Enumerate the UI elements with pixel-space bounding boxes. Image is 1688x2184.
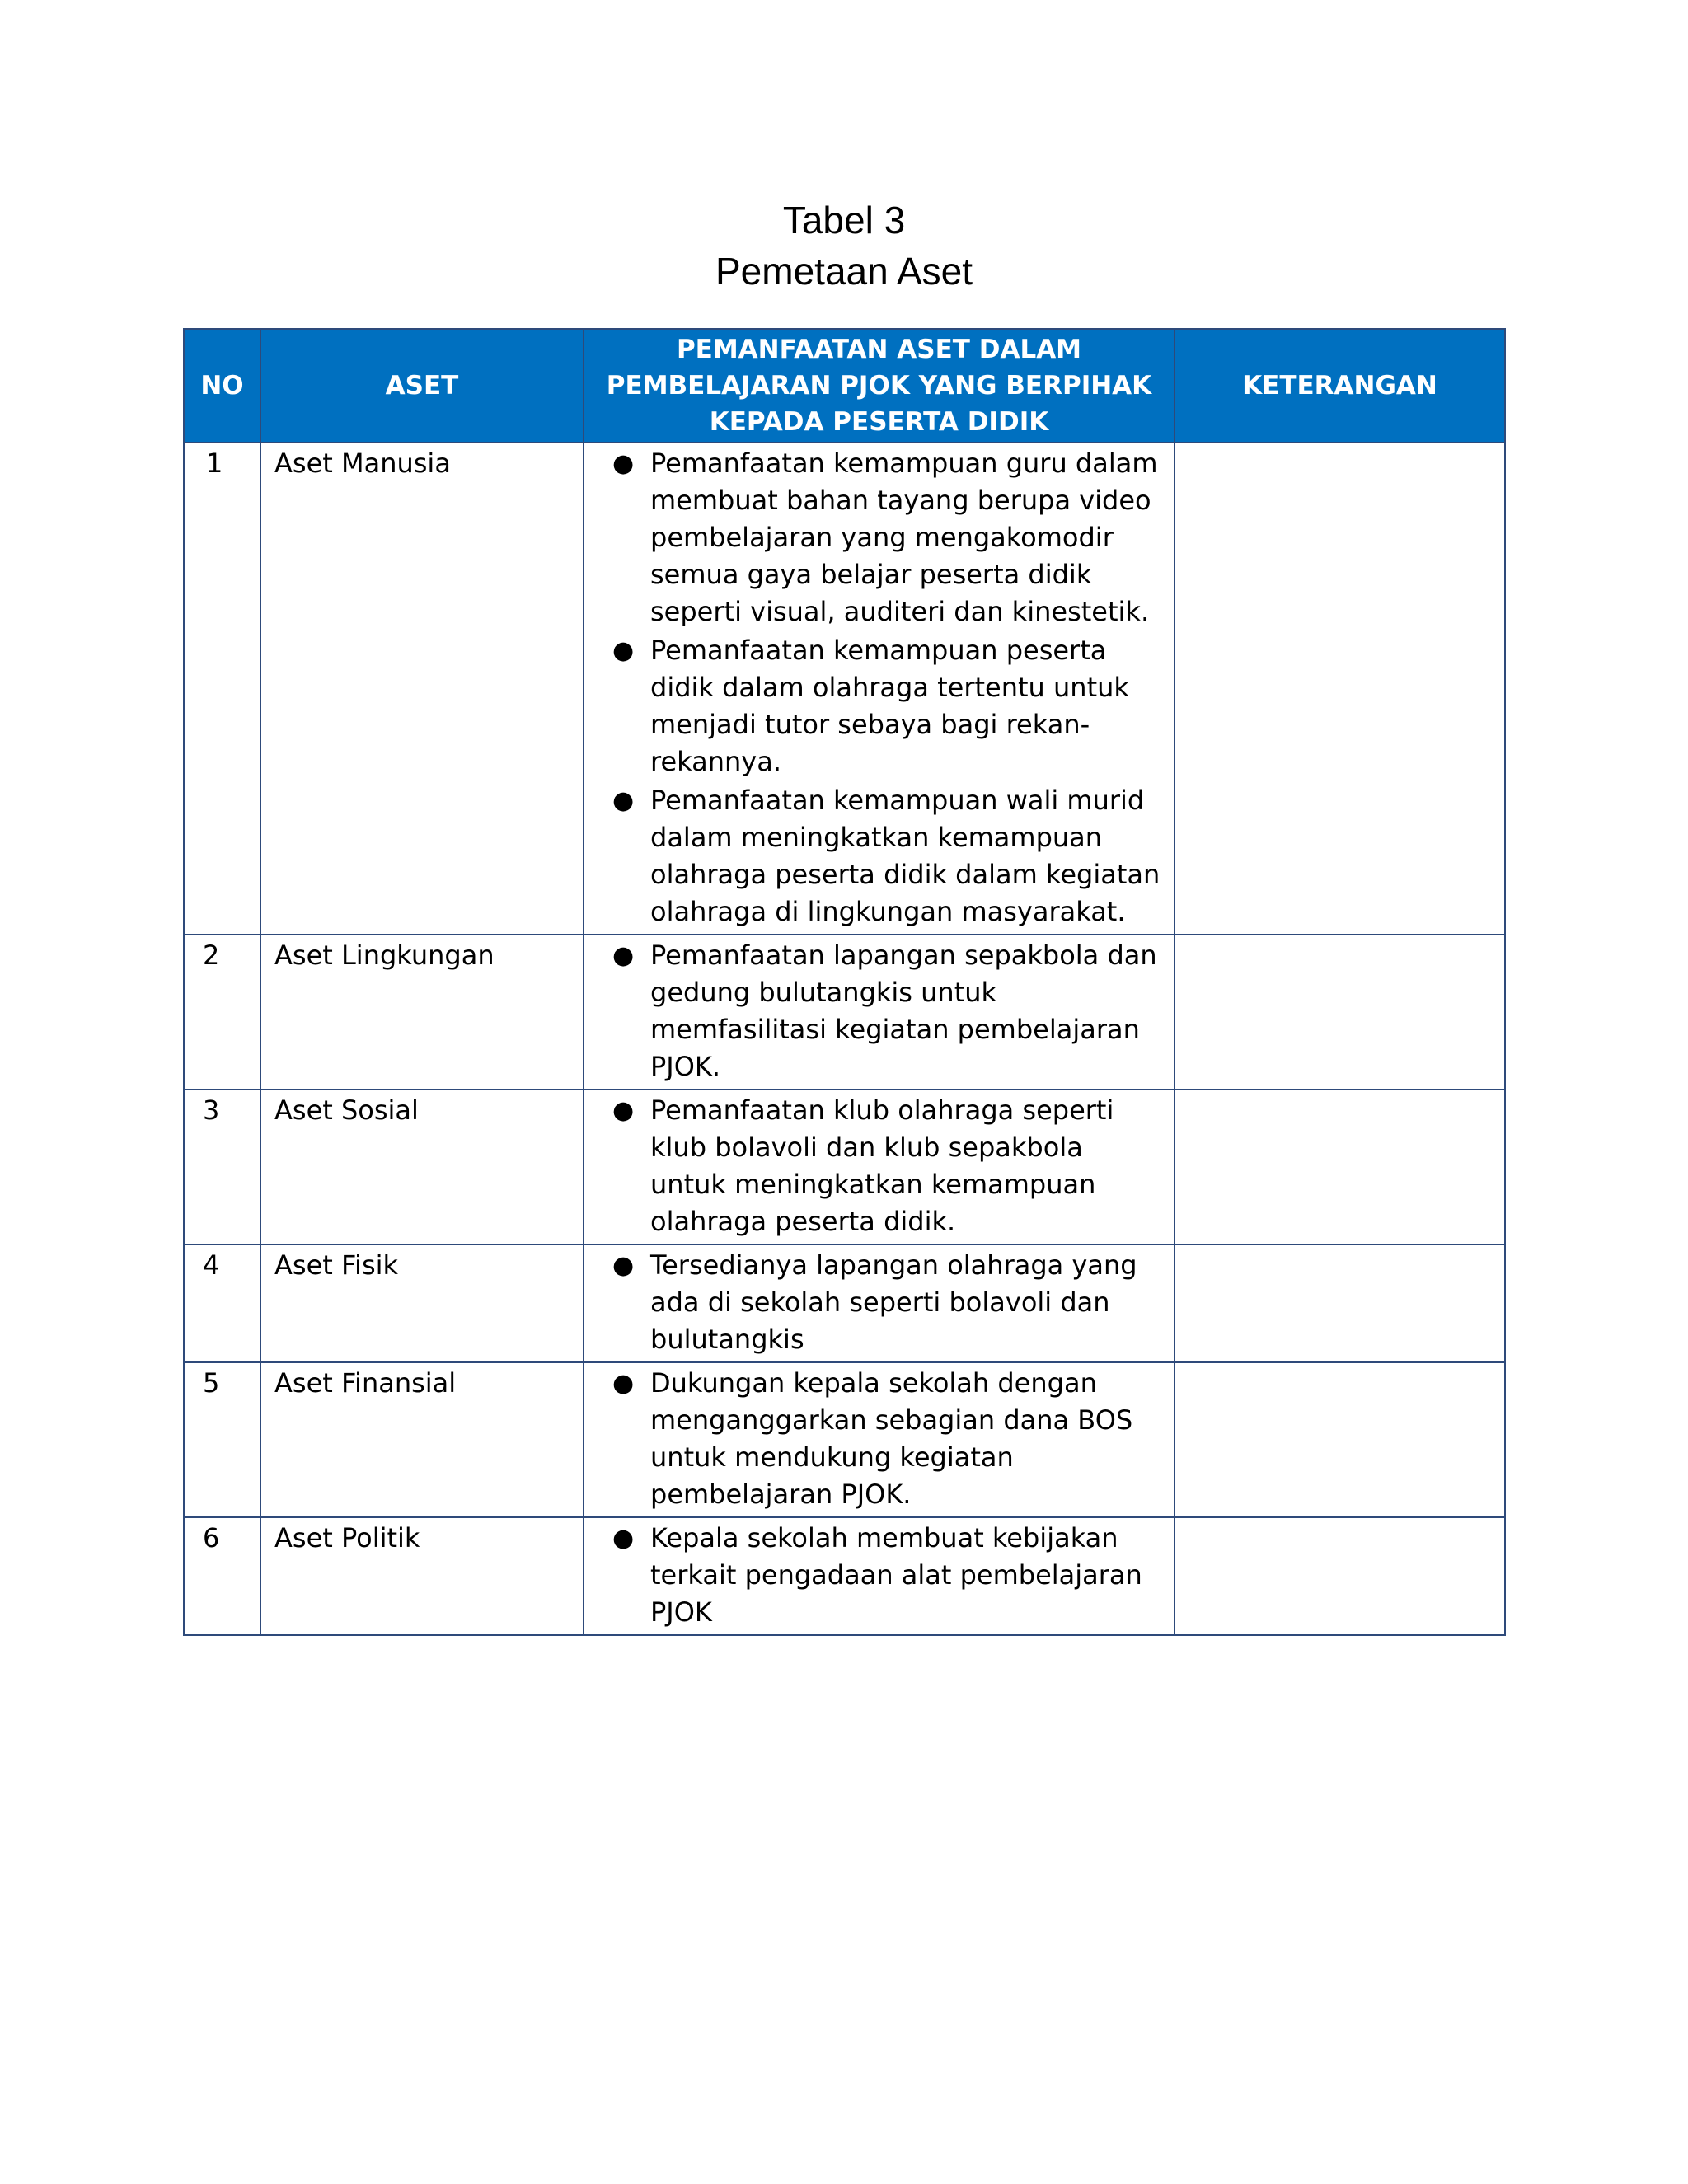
remarks-cell: [1175, 935, 1505, 1090]
utilization-list: [598, 1092, 1165, 1240]
header-keterangan: KETERANGAN: [1175, 329, 1505, 443]
header-row: [184, 329, 1505, 443]
row-number: 4: [184, 1244, 260, 1362]
list-item: [598, 1520, 1165, 1631]
asset-mapping-table: [183, 328, 1506, 1636]
utilization-list: [598, 1365, 1165, 1513]
table-row: [184, 1362, 1505, 1517]
asset-name: Aset Manusia: [260, 443, 584, 935]
list-item-text: Pemanfaatan kemampuan wali murid dalam meningkatkan kemampuan olahraga peserta didik dalam kegiatan olahraga di lingkungan masyarakat.: [650, 785, 1160, 927]
bullet-dot-icon: ●: [612, 786, 635, 815]
table-header: [184, 329, 1505, 443]
asset-utilization: [584, 443, 1175, 935]
row-number: 6: [184, 1517, 260, 1635]
utilization-list: [598, 445, 1165, 930]
table-caption: [0, 194, 1688, 297]
utilization-list: [598, 1520, 1165, 1631]
list-item: [598, 782, 1165, 930]
asset-utilization: [584, 1244, 1175, 1362]
table-row: [184, 1244, 1505, 1362]
utilization-list: [598, 1247, 1165, 1358]
asset-name: Aset Fisik: [260, 1244, 584, 1362]
list-item-text: Pemanfaatan lapangan sepakbola dan gedung bulutangkis untuk memfasilitasi kegiatan pembelajaran PJOK.: [650, 940, 1157, 1082]
list-item-text: Pemanfaatan kemampuan peserta didik dalam olahraga tertentu untuk menjadi tutor sebaya bagi rekan-rekannya.: [650, 635, 1129, 777]
row-number: 2: [184, 935, 260, 1090]
remarks-cell: [1175, 1362, 1505, 1517]
caption-title: Pemetaan Aset: [715, 250, 973, 293]
row-number: 5: [184, 1362, 260, 1517]
header-pemanfaatan: PEMANFAATAN ASET DALAM PEMBELAJARAN PJOK YANG BERPIHAK KEPADA PESERTA DIDIK: [584, 329, 1175, 443]
table-row: [184, 443, 1505, 935]
caption-number: Tabel 3: [782, 199, 906, 241]
list-item-text: Kepala sekolah membuat kebijakan terkait pengadaan alat pembelajaran PJOK: [650, 1522, 1142, 1628]
row-number: 3: [184, 1090, 260, 1244]
list-item: [598, 445, 1165, 630]
header-no: NO: [184, 329, 260, 443]
row-number: 1: [184, 443, 260, 935]
list-item: [598, 632, 1165, 780]
bullet-dot-icon: ●: [612, 1096, 635, 1125]
list-item-text: Pemanfaatan klub olahraga seperti klub bolavoli dan klub sepakbola untuk meningkatkan kemampuan olahraga peserta didik.: [650, 1094, 1114, 1237]
utilization-list: [598, 937, 1165, 1085]
table-row: [184, 1090, 1505, 1244]
asset-name: Aset Finansial: [260, 1362, 584, 1517]
list-item-text: Dukungan kepala sekolah dengan menganggarkan sebagian dana BOS untuk mendukung kegiatan pembelajaran PJOK.: [650, 1367, 1133, 1510]
list-item: [598, 937, 1165, 1085]
bullet-dot-icon: ●: [612, 1524, 635, 1553]
list-item-text: Tersedianya lapangan olahraga yang ada di sekolah seperti bolavoli dan bulutangkis: [650, 1249, 1137, 1355]
bullet-dot-icon: ●: [612, 636, 635, 665]
list-item: [598, 1247, 1165, 1358]
table-row: [184, 935, 1505, 1090]
asset-name: Aset Lingkungan: [260, 935, 584, 1090]
list-item: [598, 1365, 1165, 1513]
remarks-cell: [1175, 1244, 1505, 1362]
asset-utilization: [584, 1090, 1175, 1244]
remarks-cell: [1175, 1517, 1505, 1635]
table-row: [184, 1517, 1505, 1635]
asset-utilization: [584, 1517, 1175, 1635]
table-body: [184, 443, 1505, 1635]
asset-name: Aset Politik: [260, 1517, 584, 1635]
bullet-dot-icon: ●: [612, 1251, 635, 1280]
bullet-dot-icon: ●: [612, 449, 635, 478]
bullet-dot-icon: ●: [612, 941, 635, 970]
list-item: [598, 1092, 1165, 1240]
list-item-text: Pemanfaatan kemampuan guru dalam membuat bahan tayang berupa video pembelajaran yang mengakomodir semua gaya belajar peserta didik seperti visual, auditeri dan kinestetik.: [650, 448, 1158, 627]
asset-name: Aset Sosial: [260, 1090, 584, 1244]
asset-utilization: [584, 1362, 1175, 1517]
remarks-cell: [1175, 1090, 1505, 1244]
bullet-dot-icon: ●: [612, 1369, 635, 1398]
remarks-cell: [1175, 443, 1505, 935]
header-aset: ASET: [260, 329, 584, 443]
asset-utilization: [584, 935, 1175, 1090]
